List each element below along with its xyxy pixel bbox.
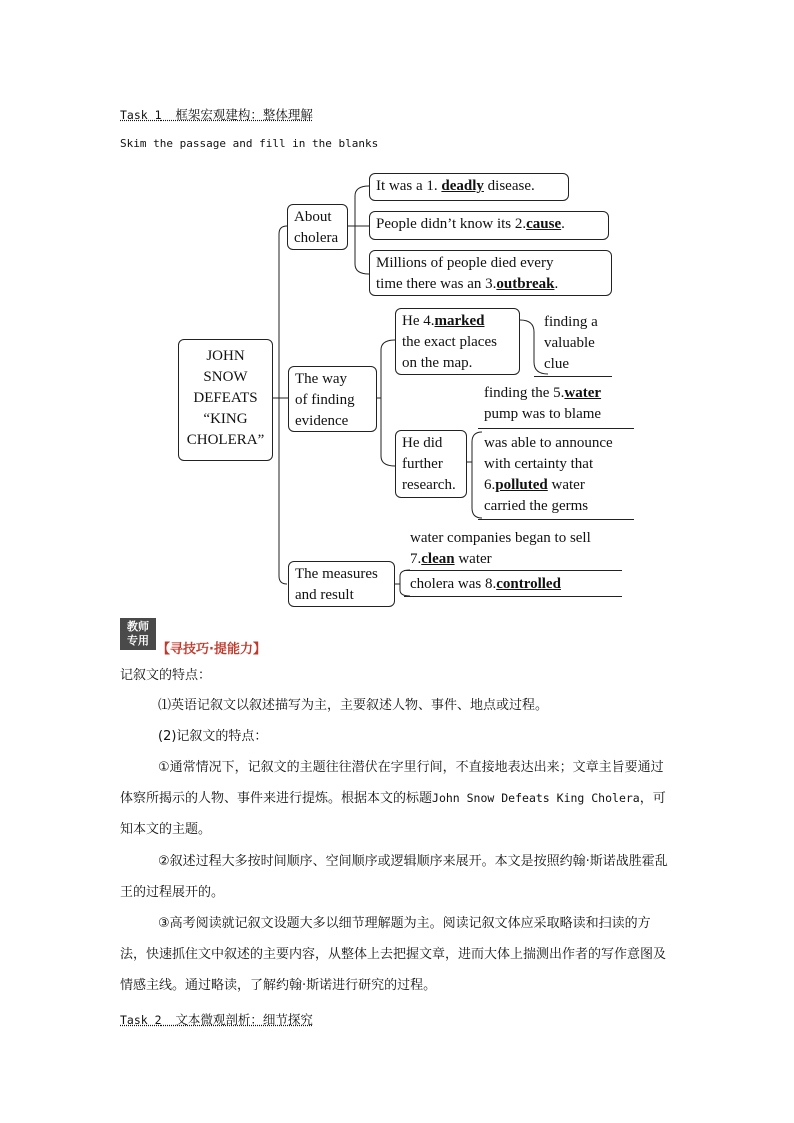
item5-line-2: pump was to blame <box>484 406 602 422</box>
measures-line-1: The measures <box>295 566 378 582</box>
task2-title: 文本微观剖析：细节探究 <box>175 1012 313 1027</box>
item3-post: . <box>554 276 559 292</box>
answer-6: polluted <box>495 477 548 493</box>
item6-top-rule <box>478 428 634 429</box>
item4-pre: He 4. <box>402 313 435 329</box>
item2-pre: People didn’t know its 2. <box>376 216 527 232</box>
further-line-3: research. <box>402 477 456 493</box>
item6-post: water <box>547 477 585 493</box>
item7-underline <box>404 570 622 571</box>
item7-post: water <box>454 551 492 567</box>
item7 <box>410 528 591 570</box>
para-2: (2)记叙文的特点： <box>158 729 268 744</box>
about-cholera-box <box>287 204 348 250</box>
item2-box <box>369 211 609 240</box>
root-line-5: CHOLERA” <box>186 432 265 448</box>
root-line-2: SNOW <box>203 369 248 385</box>
item1-post: disease. <box>483 178 535 194</box>
root-line-4: “KING <box>203 411 248 427</box>
answer-4: marked <box>434 313 485 329</box>
item6-line-1: was able to announce <box>484 435 613 451</box>
item3-line-1: Millions of people died every <box>376 255 554 271</box>
item3-pre: time there was an 3. <box>376 276 497 292</box>
item3-box <box>369 250 612 296</box>
item4-result-line-3: clue <box>544 356 569 372</box>
answer-5: water <box>564 385 602 401</box>
answer-8: controlled <box>496 576 561 592</box>
instruction: Skim the passage and fill in the blanks <box>120 137 379 150</box>
item6-line-2: with certainty that <box>484 456 594 472</box>
item5 <box>484 383 601 425</box>
task2-heading <box>120 1010 313 1028</box>
measures-line-2: and result <box>295 587 354 603</box>
item4-line-3: on the map. <box>402 355 473 371</box>
answer-7: clean <box>421 551 455 567</box>
item1-box <box>369 173 569 201</box>
para-3-b: ，可知本文的主题。 <box>120 791 666 837</box>
para-3 <box>120 752 675 845</box>
about-line-2: cholera <box>294 230 339 246</box>
way-line-1: The way <box>295 371 348 387</box>
answer-2: cause <box>526 216 562 232</box>
further-line-2: further <box>402 456 443 472</box>
para-1: ⑴英语记叙文以叙述描写为主，主要叙述人物、事件、地点或过程。 <box>158 698 549 713</box>
way-line-2: of finding <box>295 392 355 408</box>
para-4: ②叙述过程大多按时间顺序、空间顺序或逻辑顺序来展开。本文是按照约翰·斯诺战胜霍乱王的过程展开的。 <box>120 854 668 900</box>
item4-result-line-2: valuable <box>544 335 595 351</box>
further-research-box <box>395 430 467 498</box>
about-line-1: About <box>294 209 332 225</box>
item1-pre: It was a 1. <box>376 178 442 194</box>
item6-pre: 6. <box>484 477 496 493</box>
item2-post: . <box>561 216 565 232</box>
item7-pre: 7. <box>410 551 422 567</box>
badge-line-2: 专用 <box>127 634 149 647</box>
badge-line-1: 教师 <box>127 620 149 633</box>
para-heading: 记叙文的特点： <box>120 668 212 683</box>
item7-line-1: water companies began to sell <box>410 530 591 546</box>
root-line-1: JOHN <box>206 348 245 364</box>
item8-pre: cholera was 8. <box>410 576 497 592</box>
measures-box <box>288 561 395 607</box>
tip-title: 【寻技巧·提能力】 <box>157 642 266 657</box>
teacher-only-badge <box>120 618 156 650</box>
item8 <box>410 574 561 595</box>
item6-line-4: carried the germs <box>484 498 589 514</box>
item4-result-underline <box>534 376 612 377</box>
para-3-title: John Snow Defeats King Cholera <box>432 791 640 805</box>
item4-result-line-1: finding a <box>544 314 598 330</box>
item4-result <box>544 312 598 375</box>
item4-box <box>395 308 520 375</box>
item4-line-2: the exact places <box>402 334 497 350</box>
root-line-3: DEFEATS <box>193 390 258 406</box>
task1-title: 框架宏观建构：整体理解 <box>175 107 313 122</box>
task1-label: Task 1 <box>120 108 162 122</box>
further-line-1: He did <box>402 435 443 451</box>
way-line-3: evidence <box>295 413 349 429</box>
root-box <box>178 339 273 461</box>
answer-1: deadly <box>441 178 484 194</box>
item6-bottom-rule <box>478 519 634 520</box>
item5-pre: finding the 5. <box>484 385 565 401</box>
task2-label: Task 2 <box>120 1013 162 1027</box>
para-3-a: ①通常情况下，记叙文的主题往往潜伏在字里行间，不直接地表达出来；文章主旨要通过体察所揭示的人物、事件来进行提炼。根据本文的标题 <box>120 760 664 806</box>
item8-underline <box>404 596 622 597</box>
para-5: ③高考阅读就记叙文设题大多以细节理解题为主。阅读记叙文体应采取略读和扫读的方法，快速抓住文中叙述的主要内容，从整体上去把握文章，进而大体上揣测出作者的写作意图及情感主线。通过略读，了解约翰·斯诺进行研究的过程。 <box>120 916 667 993</box>
way-box <box>288 366 377 432</box>
answer-3: outbreak <box>496 276 555 292</box>
item6 <box>484 433 613 517</box>
